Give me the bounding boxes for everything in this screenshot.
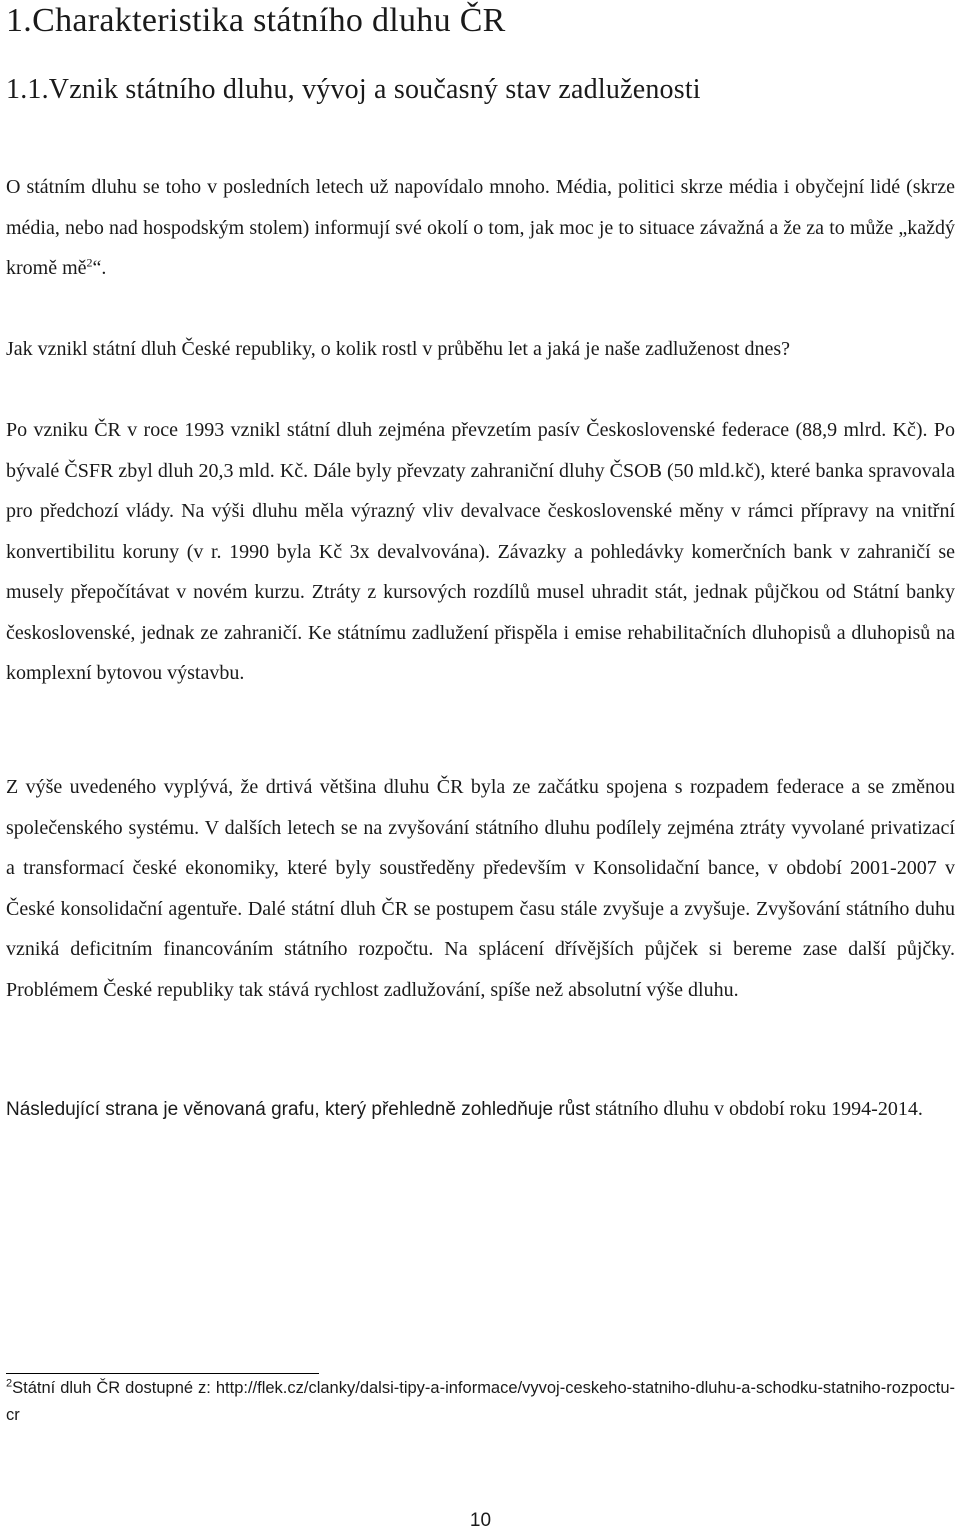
paragraph-intro	[6, 167, 955, 289]
footnote-reference[interactable]: 2	[86, 255, 93, 270]
page-number: 10	[469, 1510, 492, 1531]
paragraph-next-page-sans: Následující strana je věnovaná grafu, který přehledně zohledňuje růst	[6, 1099, 591, 1120]
paragraph-next-page	[6, 1089, 955, 1131]
paragraph-origin: Po vzniku ČR v roce 1993 vznikl státní dluh zejména převzetím pasív Československé federace (88,9 mlrd. Kč). Po bývalé ČSFR zbyl dluh 20,3 mld. Kč. Dále byly převzaty zahraniční dluhy ČSOB (50 mld.kč), které banka spravovala pro předchozí vlády. Na výši dluhu měla výrazný vliv devalvace československé měny v rámci přípravy na vnitřní konvertibilitu koruny (v r. 1990 byla Kč 3x devalvována). Závazky a pohledávky komerčních bank v zahraničí se musely přepočítávat v novém kurzu. Ztráty z kursových rozdílů musel uhradit stát, jednak půjčkou od Státní banky československé, jednak ze zahraničí. Ke státnímu zadlužení přispěla i emise rehabilitačních dluhopisů a dluhopisů na komplexní bytovou výstavbu.	[6, 419, 955, 684]
footnote-text: Státní dluh ČR dostupné z: http://flek.cz/clanky/dalsi-tipy-a-informace/vyvoj-ceskeho-statniho-dluhu-a-schodku-statniho-rozpoctu-cr	[6, 1379, 955, 1424]
chapter-heading: 1.Charakteristika státního dluhu ČR	[6, 2, 506, 39]
paragraph-next-page-serif: státního dluhu v období roku 1994-2014.	[590, 1098, 923, 1120]
paragraph-conclusion: Z výše uvedeného vyplývá, že drtivá většina dluhu ČR byla ze začátku spojena s rozpadem federace a se změnou společenského systému. V dalších letech se na zvyšování státního dluhu podílely zejména ztráty vyvolané privatizací a transformací české ekonomiky, které byly soustředěny především v Konsolidační bance, v období 2001-2007 v České konsolidační agentuře. Dalé státní dluh ČR se postupem času stále zvyšuje a zvyšuje. Zvyšování státního duhu vzniká deficitním financováním státního rozpočtu. Na splácení dřívějších půjček si bereme zase další půjčky. Problémem České republiky tak stává rychlost zadlužování, spíše než absolutní výše dluhu.	[6, 776, 955, 1001]
paragraph-intro-end: “.	[92, 257, 107, 279]
paragraph-question: Jak vznikl státní dluh České republiky, o kolik rostl v průběhu let a jaká je naše zadluženost dnes?	[6, 338, 791, 360]
document-page	[6, 0, 955, 1535]
footnote-number: 2	[6, 1377, 13, 1390]
section-heading: 1.1.Vznik státního dluhu, vývoj a současný stav zadluženosti	[6, 74, 701, 105]
footnote	[6, 1375, 955, 1429]
paragraph-intro-text: O státním dluhu se toho v posledních letech už napovídalo mnoho. Média, politici skrze média i obyčejní lidé (skrze média, nebo nad hospodským stolem) informují své okolí o tom, jak moc je to situace závažná a že za to může „každý kromě mě	[6, 176, 955, 279]
footnote-divider	[6, 1373, 319, 1374]
